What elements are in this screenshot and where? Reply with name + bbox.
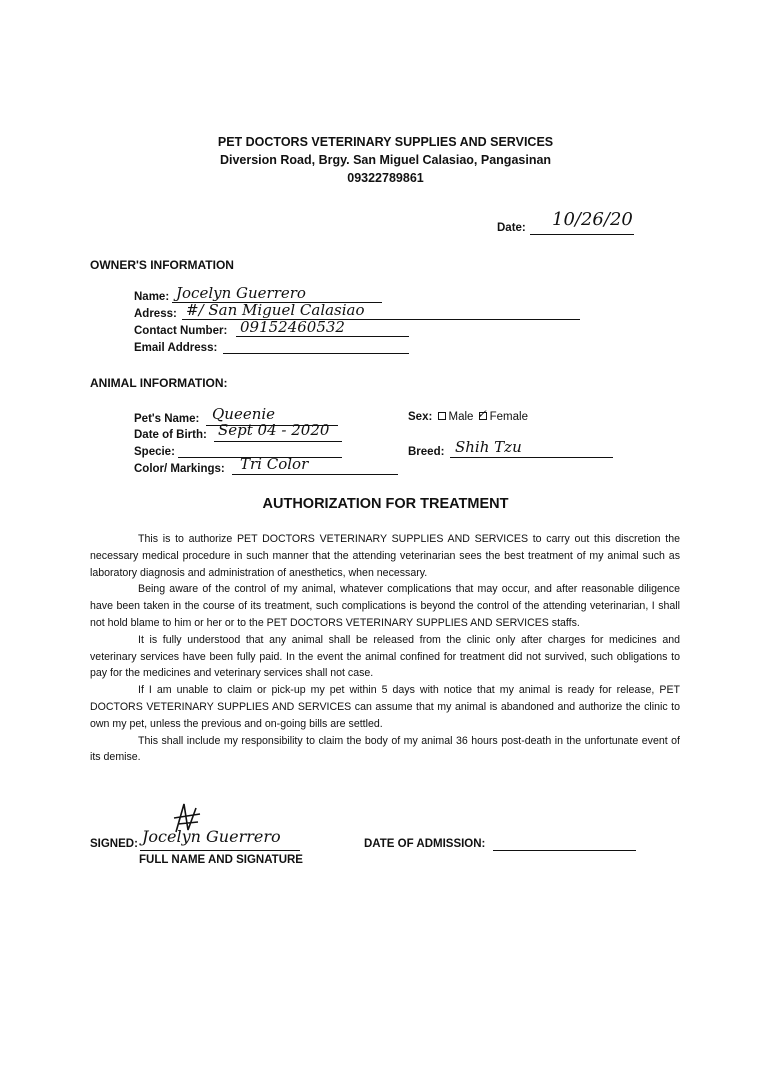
dob-line: [214, 441, 342, 442]
date-label: Date:: [497, 222, 526, 234]
female-checkbox[interactable]: [476, 407, 487, 421]
color-markings-label: Color/ Markings:: [134, 463, 225, 475]
signed-label: SIGNED:: [90, 838, 138, 850]
color-markings-value: Tri Color: [240, 455, 309, 473]
authorization-body: [90, 531, 680, 766]
email-label: Email Address:: [134, 342, 218, 354]
signature-caption: FULL NAME AND SIGNATURE: [139, 854, 303, 866]
animal-heading: ANIMAL INFORMATION:: [90, 376, 228, 390]
authorization-paragraph: If I am unable to claim or pick-up my pet within 5 days with notice that my animal is ready for release, PET DOCTORS VETERINARY SUPPLIES AND SERVICES can assume that my animal is abandoned and authorize the clinic to own my pet, unless the previous and on-going bills are settled.: [90, 684, 680, 730]
sex-label: Sex:: [408, 411, 433, 423]
contact-number-label: Contact Number:: [134, 325, 228, 337]
email-line: [223, 353, 409, 354]
owner-name-label: Name:: [134, 291, 170, 303]
male-checkbox[interactable]: [438, 412, 446, 420]
contact-number-value: 09152460532: [240, 318, 345, 336]
owner-address-label: Adress:: [134, 308, 177, 320]
authorization-paragraph: This shall include my responsibility to claim the body of my animal 36 hours post-death in the unfortunate event of its demise.: [90, 734, 680, 764]
breed-line: [450, 457, 613, 458]
admission-label: DATE OF ADMISSION:: [364, 838, 486, 850]
specie-label: Specie:: [134, 446, 175, 458]
owner-name-value: Jocelyn Guerrero: [176, 284, 306, 302]
signature-value: Jocelyn Guerrero: [142, 827, 281, 846]
company-name: PET DOCTORS VETERINARY SUPPLIES AND SERVICES: [217, 135, 554, 149]
contact-number-line: [236, 336, 409, 337]
color-markings-line: [232, 474, 398, 475]
dob-label: Date of Birth:: [134, 429, 207, 441]
breed-value: Shih Tzu: [455, 438, 522, 456]
date-value: 10/26/20: [552, 209, 633, 230]
company-phone: 09322789861: [347, 171, 424, 185]
authorization-title: AUTHORIZATION FOR TREATMENT: [262, 496, 509, 512]
breed-label: Breed:: [408, 446, 445, 458]
company-address: Diversion Road, Brgy. San Miguel Calasiao, Pangasinan: [219, 153, 552, 167]
dob-value: Sept 04 - 2020: [218, 421, 330, 439]
sex-field: [408, 407, 528, 423]
authorization-paragraph: Being aware of the control of my animal, whatever complications that may occur, and after reasonable diligence have been taken in the course of its treatment, such complications is beyond the control of the attending veterinarian, I shall not hold blame to him or her or to the PET DOCTORS VETERINARY SUPPLIES AND SERVICES staffs.: [90, 583, 680, 629]
owner-address-value: #/ San Miguel Calasiao: [186, 301, 365, 319]
female-option-label: Female: [489, 411, 528, 423]
authorization-paragraph: It is fully understood that any animal shall be released from the clinic only after charges for medicines and veterinary services have been fully paid. In the event the animal confined for treatment did not survived, such obligations to pay for the medicines and veterinary services shall not case.: [90, 633, 680, 680]
admission-line: [493, 850, 636, 851]
authorization-paragraph: This is to authorize PET DOCTORS VETERINARY SUPPLIES AND SERVICES to carry out this discretion the necessary medical procedure in such manner that the attending veterinarian sees the best treatment of my animal such as laboratory diagnosis and administration of anesthetics, when necessary.: [90, 533, 680, 579]
pet-name-label: Pet's Name:: [134, 413, 200, 425]
checkmark-icon: ✓: [476, 407, 487, 421]
date-line: [530, 234, 634, 235]
signature-line: [140, 850, 300, 851]
male-option-label: Male: [448, 411, 474, 423]
pet-name-value: Queenie: [212, 405, 276, 423]
owner-heading: OWNER'S INFORMATION: [90, 258, 234, 272]
